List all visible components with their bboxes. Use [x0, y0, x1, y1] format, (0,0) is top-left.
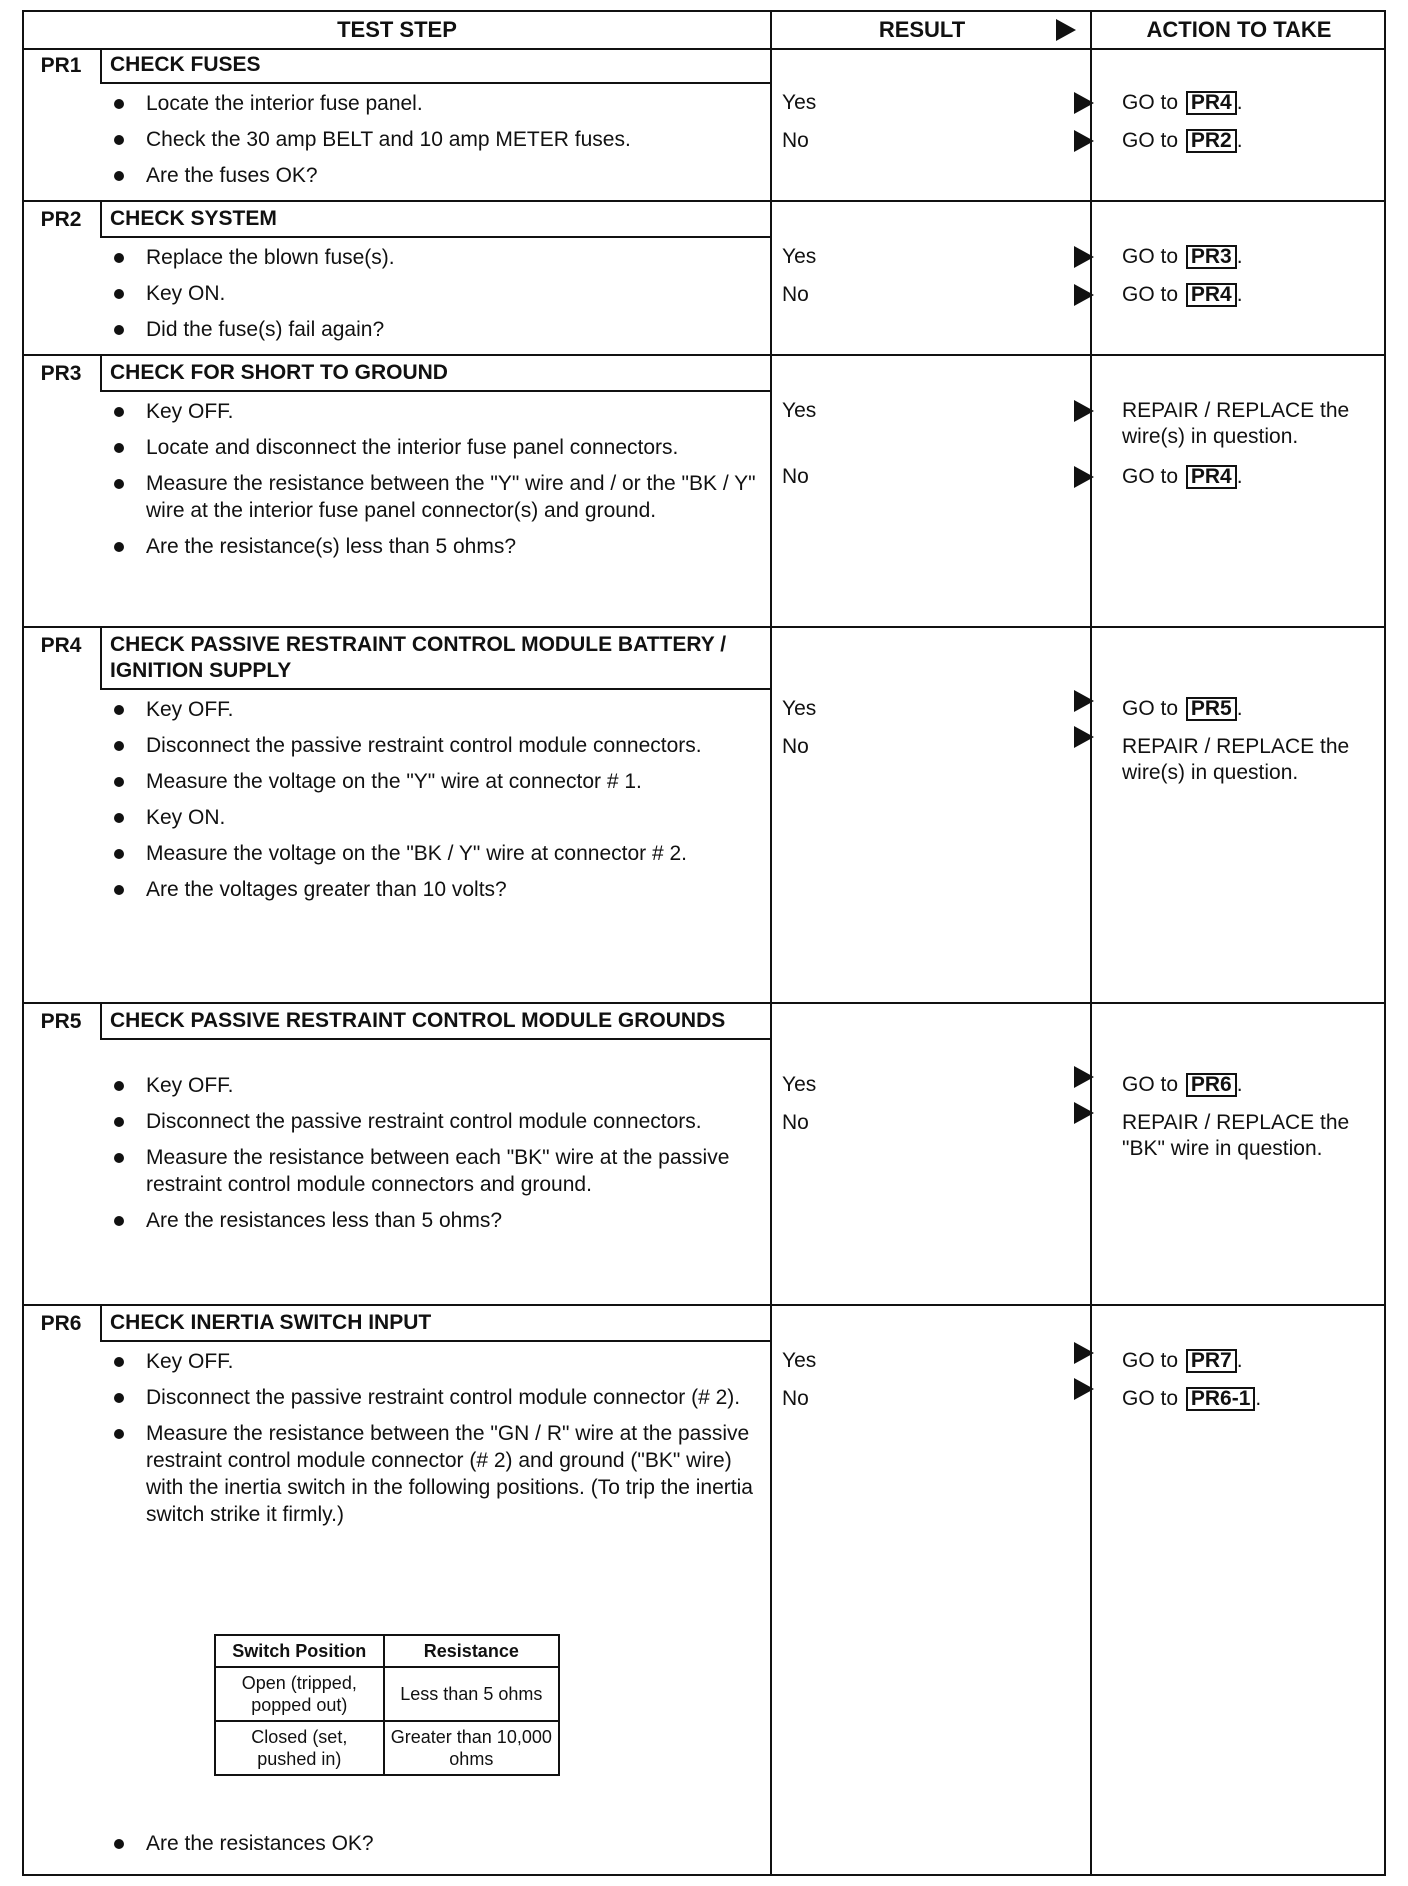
step-bullets [104, 696, 764, 912]
arrow-icon [1074, 400, 1094, 422]
arrow-icon [1074, 246, 1094, 268]
table-row [215, 1667, 559, 1721]
table-row [215, 1721, 559, 1775]
action-text: GO to [1122, 1073, 1179, 1096]
bullet-item: Measure the voltage on the "BK / Y" wire at connector # 2. [104, 840, 764, 867]
step-ref-link[interactable]: PR4 [1186, 465, 1237, 489]
step-ref-link[interactable]: PR3 [1186, 245, 1237, 269]
step-ref-link[interactable]: PR4 [1186, 91, 1237, 115]
header-action: ACTION TO TAKE [1146, 17, 1332, 42]
bullet-item: Measure the resistance between the "Y" wire and / or the "BK / Y" wire at the interior fuse panel connector(s) and ground. [104, 470, 764, 524]
step-ref-link[interactable]: PR4 [1186, 283, 1237, 307]
step-title: CHECK FUSES [100, 48, 772, 84]
arrow-icon [1074, 1102, 1094, 1124]
arrow-icon [1074, 690, 1094, 712]
action-text: GO to [1122, 465, 1179, 488]
diagnostic-table [22, 10, 1386, 1876]
bullet-item: Disconnect the passive restraint control module connector (# 2). [104, 1384, 764, 1411]
table-cell: Open (tripped, popped out) [215, 1667, 384, 1721]
action-text: GO to [1122, 91, 1179, 114]
result-yes: Yes [782, 399, 817, 422]
step-bullets [104, 90, 764, 198]
arrow-icon [1074, 466, 1094, 488]
step-pr4: PR4 CHECK PASSIVE RESTRAINT CONTROL MODULE BATTERY / IGNITION SUPPLY Key OFF. Disconnect the passive restraint control module connectors. Measure the voltage on the "Y" wire at connector # 1. Key ON. Measure the voltage on the "BK / Y" wire at connector # 2. Are the voltages greater than 10 volts? Yes No GO to PR5 . REPAIR / REPLACE the wire(s) in question. [24, 628, 1384, 1004]
bullet-item: Measure the resistance between the "GN / R" wire at the passive restraint control module connector (# 2) and ground ("BK" wire) with the inertia switch in the following positions. (To trip the inertia switch strike it firmly.) [104, 1420, 764, 1528]
result-yes: Yes [782, 245, 817, 268]
result-yes: Yes [782, 697, 817, 720]
final-bullet-list [104, 1830, 764, 1866]
bullet-item: Disconnect the passive restraint control module connectors. [104, 1108, 764, 1135]
action-text: GO to [1122, 283, 1179, 306]
table-cell: Less than 5 ohms [384, 1667, 559, 1721]
step-id: PR1 [40, 54, 82, 77]
bullet-item: Measure the voltage on the "Y" wire at connector # 1. [104, 768, 764, 795]
switch-table [214, 1634, 560, 1776]
bullet-item: Are the resistances less than 5 ohms? [104, 1207, 764, 1234]
switch-table-header: Resistance [384, 1635, 559, 1667]
bullet-item: Key OFF. [104, 1348, 764, 1375]
step-title: CHECK SYSTEM [100, 202, 772, 238]
step-pr6: PR6 CHECK INERTIA SWITCH INPUT Key OFF. Disconnect the passive restraint control module connector (# 2). Measure the resistance between the "GN / R" wire at the passive restraint control module connector (# 2) and ground ("BK" wire) with the inertia switch in the following positions. (To trip the inertia switch strike it firmly.) Switch Position Resistance Open (tripped, popped out) Less than 5 ohms Closed (set, pushed in) Greater than 10,000 ohms Are the resistances OK? Yes No GO to PR7 . GO to PR6-1 . [24, 1306, 1384, 1876]
step-bullets [104, 244, 764, 352]
step-bullets [104, 1072, 764, 1243]
bullet-item: Key OFF. [104, 696, 764, 723]
arrow-icon [1074, 726, 1094, 748]
bullet-item: Measure the resistance between each "BK" wire at the passive restraint control module connectors and ground. [104, 1144, 764, 1198]
bullet-item: Locate and disconnect the interior fuse panel connectors. [104, 434, 764, 461]
result-no: No [782, 1111, 809, 1134]
result-yes: Yes [782, 1349, 817, 1372]
header-test-step: TEST STEP [337, 17, 457, 42]
bullet-item: Key ON. [104, 280, 764, 307]
step-id: PR4 [40, 634, 82, 657]
step-bullets [104, 398, 764, 569]
action-text: GO to [1122, 129, 1179, 152]
bullet-item: Are the resistance(s) less than 5 ohms? [104, 533, 764, 560]
bullet-item: Are the voltages greater than 10 volts? [104, 876, 764, 903]
table-header [24, 12, 1384, 50]
action-text: REPAIR / REPLACE the wire(s) in question. [1122, 399, 1350, 448]
result-no: No [782, 465, 809, 488]
header-arrow-icon [1056, 19, 1076, 41]
header-result: RESULT [878, 17, 966, 42]
bullet-item: Did the fuse(s) fail again? [104, 316, 764, 343]
step-ref-link[interactable]: PR5 [1186, 697, 1237, 721]
step-pr3: PR3 CHECK FOR SHORT TO GROUND Key OFF. Locate and disconnect the interior fuse panel connectors. Measure the resistance between the "Y" wire and / or the "BK / Y" wire at the interior fuse panel connector(s) and ground. Are the resistance(s) less than 5 ohms? Yes No REPAIR / REPLACE the wire(s) in question. GO to PR4 . [24, 356, 1384, 628]
arrow-icon [1074, 1066, 1094, 1088]
bullet-item: Replace the blown fuse(s). [104, 244, 764, 271]
bullet-item: Check the 30 amp BELT and 10 amp METER fuses. [104, 126, 764, 153]
arrow-icon [1074, 284, 1094, 306]
bullet-item: Are the resistances OK? [104, 1830, 764, 1857]
bullet-item: Key OFF. [104, 398, 764, 425]
bullet-item: Are the fuses OK? [104, 162, 764, 189]
arrow-icon [1074, 130, 1094, 152]
bullet-item: Disconnect the passive restraint control module connectors. [104, 732, 764, 759]
action-text: GO to [1122, 1387, 1179, 1410]
step-id: PR6 [40, 1312, 82, 1335]
arrow-icon [1074, 1342, 1094, 1364]
table-cell: Greater than 10,000 ohms [384, 1721, 559, 1775]
step-title: CHECK PASSIVE RESTRAINT CONTROL MODULE GROUNDS [100, 1004, 772, 1040]
result-yes: Yes [782, 1073, 817, 1096]
step-pr5: PR5 CHECK PASSIVE RESTRAINT CONTROL MODULE GROUNDS Key OFF. Disconnect the passive restraint control module connectors. Measure the resistance between each "BK" wire at the passive restraint control module connectors and ground. Are the resistances less than 5 ohms? Yes No GO to PR6 . REPAIR / REPLACE the "BK" wire in question. [24, 1004, 1384, 1306]
step-ref-link[interactable]: PR6-1 [1186, 1387, 1256, 1411]
step-id: PR3 [40, 362, 82, 385]
bullet-item: Key ON. [104, 804, 764, 831]
step-ref-link[interactable]: PR6 [1186, 1073, 1237, 1097]
step-ref-link[interactable]: PR2 [1186, 129, 1237, 153]
action-text: GO to [1122, 1349, 1179, 1372]
arrow-icon [1074, 92, 1094, 114]
table-cell: Closed (set, pushed in) [215, 1721, 384, 1775]
result-no: No [782, 283, 809, 306]
bullet-item: Key OFF. [104, 1072, 764, 1099]
step-bullets [104, 1348, 764, 1537]
arrow-icon [1074, 1378, 1094, 1400]
result-no: No [782, 129, 809, 152]
result-yes: Yes [782, 91, 817, 114]
action-text: GO to [1122, 245, 1179, 268]
action-text: REPAIR / REPLACE the "BK" wire in question. [1122, 1111, 1350, 1160]
step-pr2: PR2 CHECK SYSTEM Replace the blown fuse(s). Key ON. Did the fuse(s) fail again? Yes No GO to PR3 . GO to PR4 . [24, 202, 1384, 356]
bullet-item: Locate the interior fuse panel. [104, 90, 764, 117]
result-no: No [782, 1387, 809, 1410]
step-id: PR2 [40, 208, 82, 231]
action-text: GO to [1122, 697, 1179, 720]
step-ref-link[interactable]: PR7 [1186, 1349, 1237, 1373]
step-pr1: PR1 CHECK FUSES Locate the interior fuse panel. Check the 30 amp BELT and 10 amp METER fuses. Are the fuses OK? Yes No GO to PR4 . GO to PR2 . [24, 48, 1384, 202]
switch-table-header: Switch Position [215, 1635, 384, 1667]
step-title: CHECK INERTIA SWITCH INPUT [100, 1306, 772, 1342]
action-text: REPAIR / REPLACE the wire(s) in question. [1122, 735, 1350, 784]
step-id: PR5 [40, 1010, 82, 1033]
step-title: CHECK FOR SHORT TO GROUND [100, 356, 772, 392]
step-title: CHECK PASSIVE RESTRAINT CONTROL MODULE BATTERY / IGNITION SUPPLY [100, 628, 772, 690]
result-no: No [782, 735, 809, 758]
